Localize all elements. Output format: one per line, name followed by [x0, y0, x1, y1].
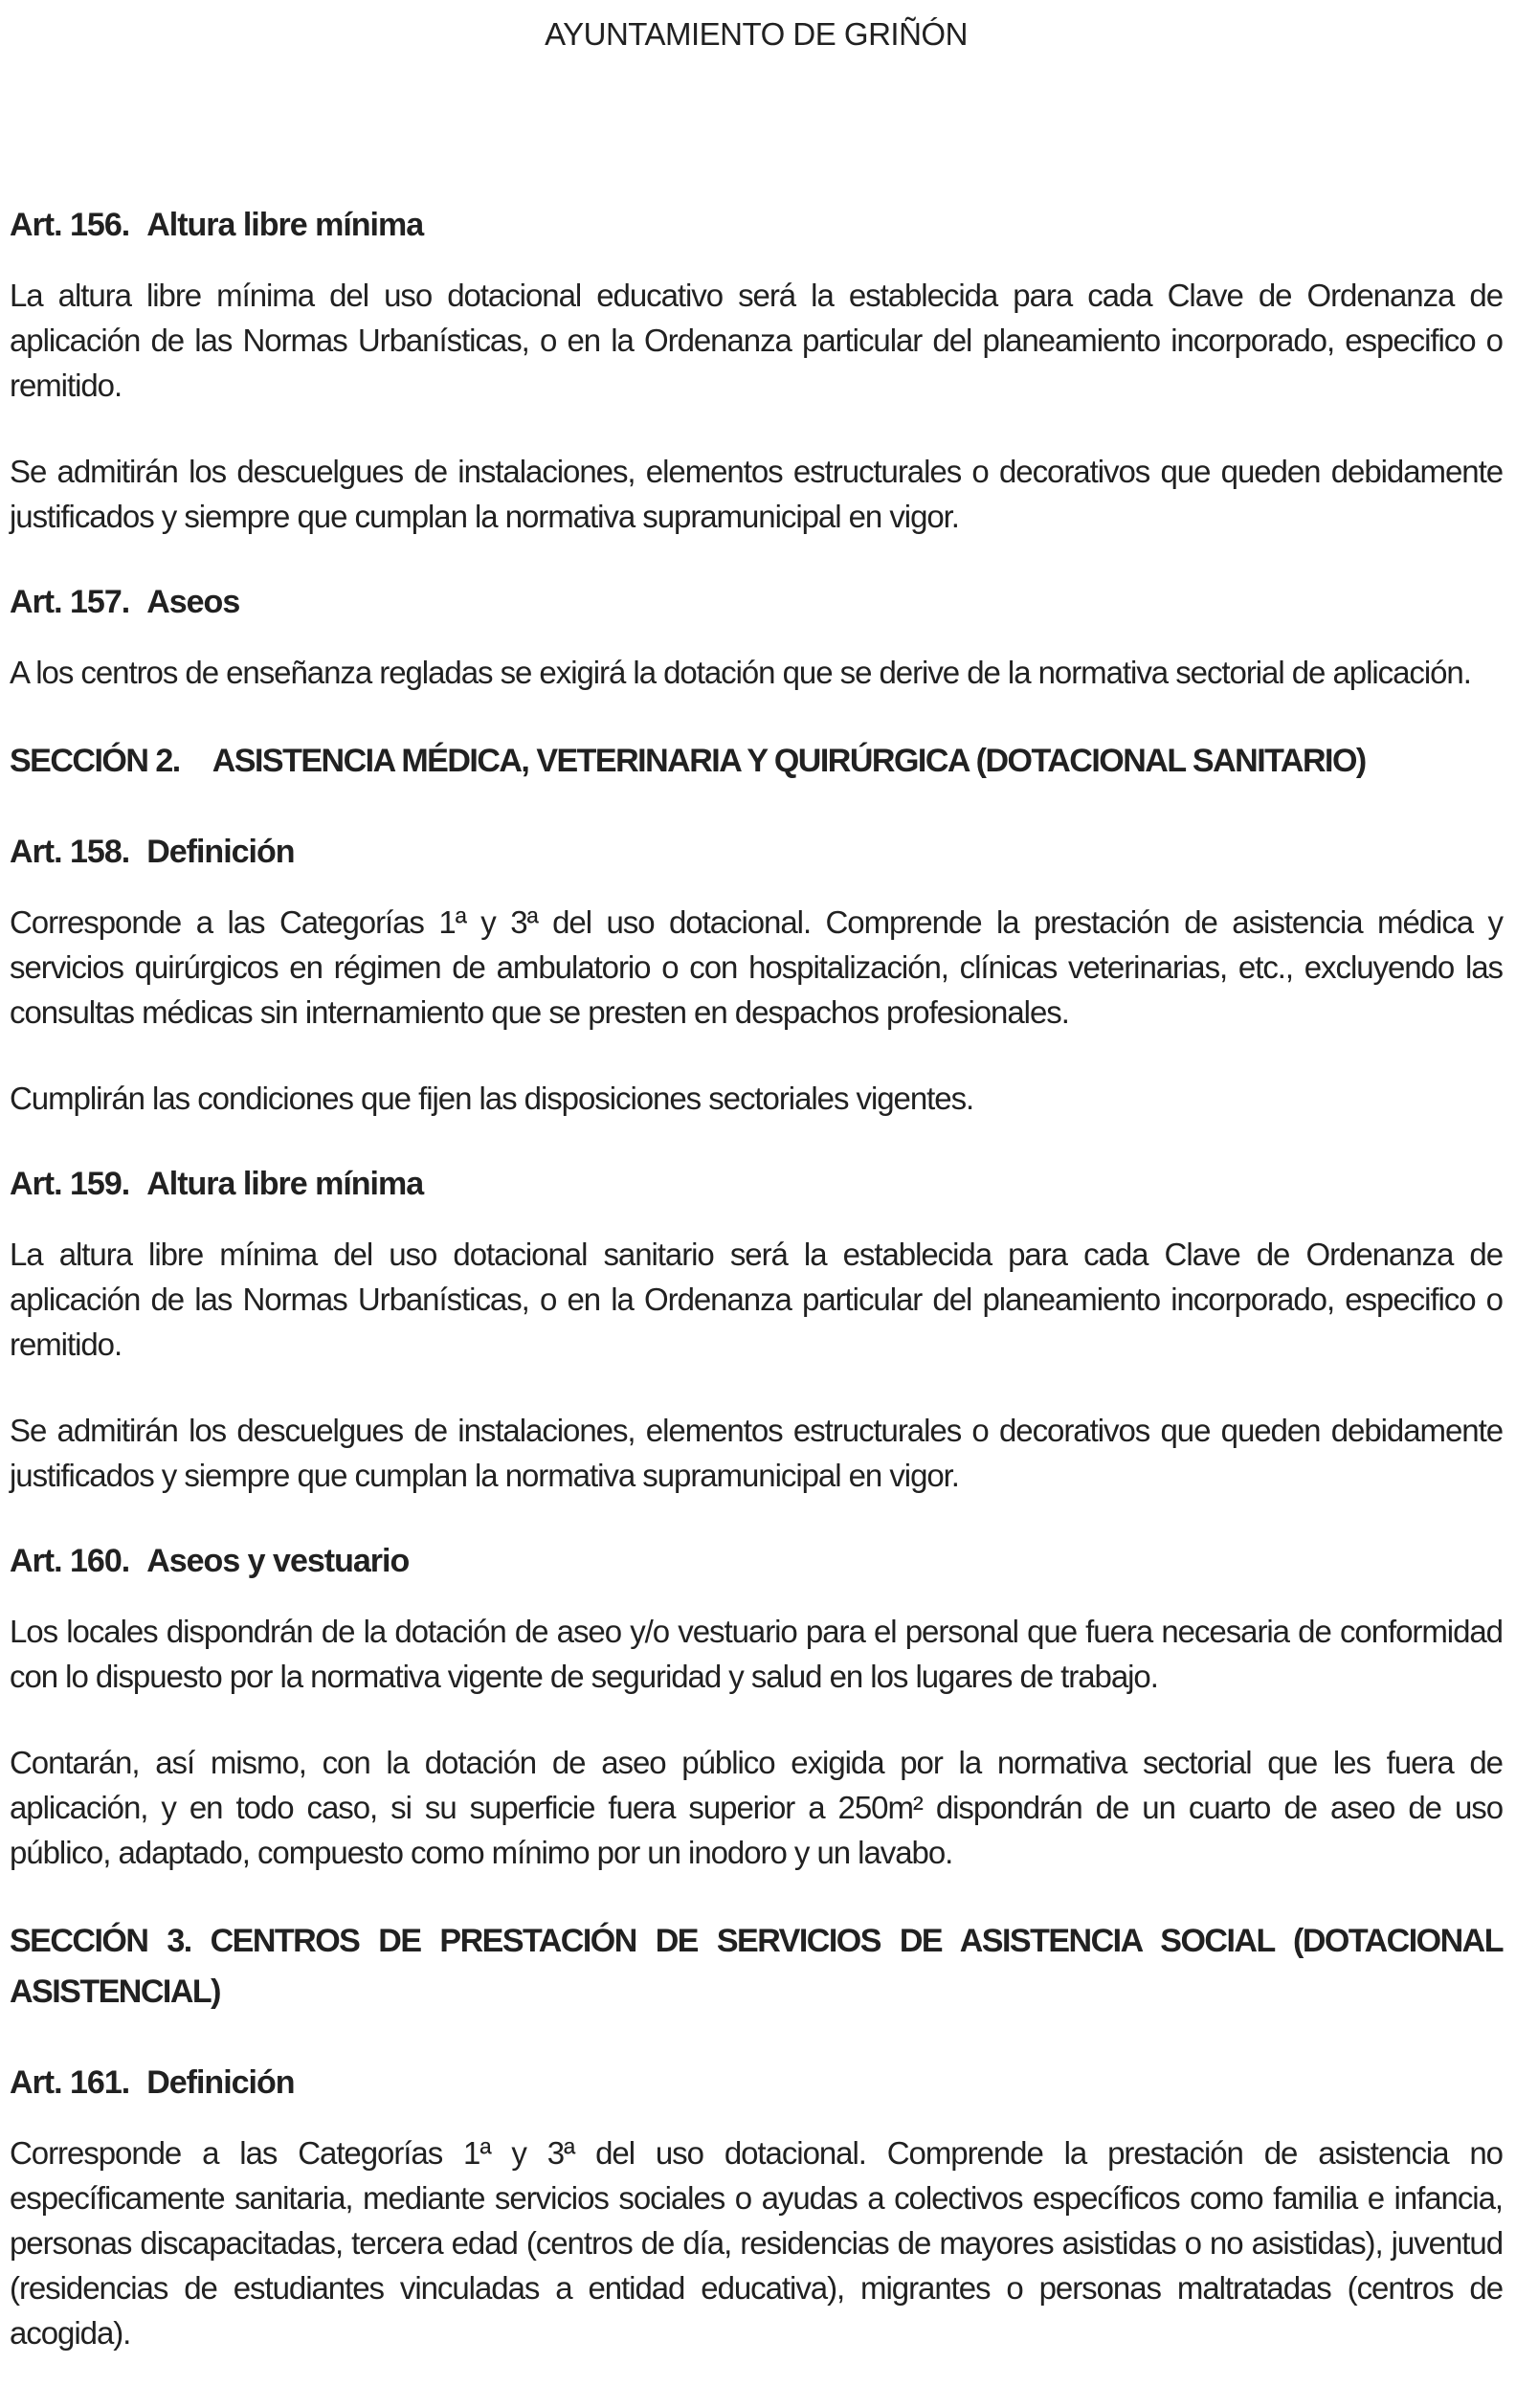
article-number: Art. 156. [10, 207, 130, 243]
article-number: Art. 160. [10, 1543, 130, 1579]
article-title: Aseos y vestuario [146, 1543, 410, 1579]
article-heading-156 [10, 203, 1503, 248]
paragraph-altura-educativo: La altura libre mínima del uso dotacional educativo será la establecida para cada Clave de Ordenanza de aplicación de las Normas Urbanísticas, o en la Ordenanza particular del planeamiento incorporado, especifico o remitido. [10, 278, 1503, 403]
section-heading-2 [10, 736, 1503, 787]
section-title: ASISTENCIA MÉDICA, VETERINARIA Y QUIRÚRGICA (DOTACIONAL SANITARIO) [212, 743, 1366, 779]
article-heading-160 [10, 1539, 1503, 1584]
paragraph-centros-ensenanza: A los centros de enseñanza regladas se exigirá la dotación que se derive de la normativa sectorial de aplicación. [10, 655, 1471, 690]
section-number: SECCIÓN 2. [10, 743, 180, 779]
paragraph-contaran-aseo-publico: Contarán, así mismo, con la dotación de aseo público exigida por la normativa sectorial que les fuera de aplicación, y en todo caso, si su superficie fuera superior a 250m² dispondrán de un cuarto de aseo de uso público, adaptado, compuesto como mínimo por un inodoro y un lavabo. [10, 1745, 1503, 1870]
article-number: Art. 161. [10, 2064, 130, 2101]
paragraph-altura-sanitario: La altura libre mínima del uso dotacional sanitario será la establecida para cada Clave de Ordenanza de aplicación de las Normas Urbanísticas, o en la Ordenanza particular del planeamiento incorporado, especifico o remitido. [10, 1237, 1503, 1362]
article-number: Art. 157. [10, 584, 130, 620]
article-heading-161 [10, 2061, 1503, 2106]
article-heading-159 [10, 1162, 1503, 1207]
article-title: Altura libre mínima [146, 207, 424, 243]
document-header [10, 15, 1503, 54]
paragraph-locales-aseo: Los locales dispondrán de la dotación de aseo y/o vestuario para el personal que fuera necesaria de conformidad con lo dispuesto por la normativa vigente de seguridad y salud en los lugares de trabajo. [10, 1614, 1503, 1694]
paragraph-definicion-sanitario: Corresponde a las Categorías 1ª y 3ª del uso dotacional. Comprende la prestación de asistencia médica y servicios quirúrgicos en régimen de ambulatorio o con hospitalización, clínicas veterinarias, etc., excluyendo las consultas médicas sin internamiento que se presten en despachos profesionales. [10, 904, 1503, 1030]
paragraph-definicion-asistencial: Corresponde a las Categorías 1ª y 3ª del uso dotacional. Comprende la prestación de asistencia no específicamente sanitaria, mediante servicios sociales o ayudas a colectivos específicos como familia e infancia, personas discapacitadas, tercera edad (centros de día, residencias de mayores asistidas o no asistidas), juventud (residencias de estudiantes vinculadas a entidad educativa), migrantes o personas maltratadas (centros de acogida). [10, 2135, 1503, 2351]
article-title: Altura libre mínima [146, 1166, 424, 1202]
article-title: Aseos [146, 584, 240, 620]
article-title: Definición [146, 834, 295, 870]
article-number: Art. 159. [10, 1166, 130, 1202]
paragraph-cumpliran: Cumplirán las condiciones que fijen las disposiciones sectoriales vigentes. [10, 1081, 974, 1116]
article-number: Art. 158. [10, 834, 130, 870]
header-title: AYUNTAMIENTO DE GRIÑÓN [545, 16, 968, 52]
paragraph-descuelgues-2: Se admitirán los descuelgues de instalaciones, elementos estructurales o decorativos que queden debidamente justificados y siempre que cumplan la normativa supramunicipal en vigor. [10, 1413, 1503, 1493]
article-heading-157 [10, 580, 1503, 625]
article-title: Definición [146, 2064, 295, 2101]
section-number: SECCIÓN 3. [10, 1923, 191, 1959]
document-body [10, 203, 1503, 2355]
section-title: CENTROS DE PRESTACIÓN DE SERVICIOS DE ASISTENCIA SOCIAL (DOTACIONAL ASISTENCIAL) [10, 1923, 1503, 2010]
article-heading-158 [10, 830, 1503, 875]
paragraph-descuelgues-1: Se admitirán los descuelgues de instalaciones, elementos estructurales o decorativos que queden debidamente justificados y siempre que cumplan la normativa supramunicipal en vigor. [10, 454, 1503, 534]
section-heading-3 [10, 1916, 1503, 2018]
